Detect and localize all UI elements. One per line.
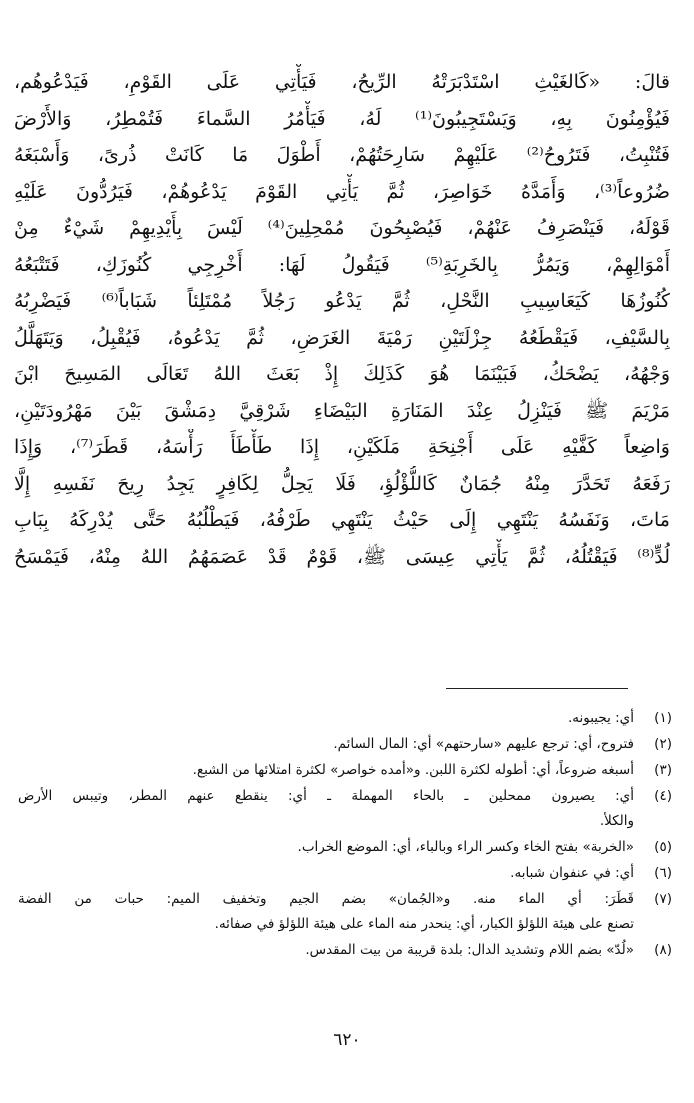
footnote-line: والكلأ. [599, 813, 634, 829]
main-text-line: قالَ: «كَالغَيْثِ اسْتَدْبَرَتْهُ الرِّيحُ، فَيَأْتِي عَلَى القَوْمِ، فَيَدْعُوهُم، [14, 71, 670, 93]
footnote-text [18, 732, 634, 757]
footnote-line: تصنع على هيئة اللؤلؤ الكبار، أي: ينحدر منه الماء على هيئة اللؤلؤ في صفائه. [214, 916, 634, 932]
footnote-line: قَطَرَ: أي الماء منه. و«الجُمان» بضم الجيم وتخفيف الميم: حبات من الفضة [18, 891, 634, 907]
footnote-text [18, 861, 634, 886]
footnote-line: أي: يجيبونه. [567, 710, 634, 726]
main-text-line: فَتُنْبِتُ، فَتَرُوحُ⁽²⁾ عَلَيْهِمْ سَارِحَتُهُمْ، أَطْوَلَ مَا كَانَتْ ذُرىً، وَأَسْبَغَهُ [14, 144, 670, 166]
footnote [18, 706, 672, 731]
footnote-text [18, 784, 634, 834]
main-text-line: وَاضِعاً كَفَّيْهِ عَلَى أَجْنِحَةِ مَلَكَيْنِ، إِذَا طَأْطَأَ رَأْسَهُ، قَطَرَ⁽⁷⁾، وَإِذَا [14, 436, 670, 458]
footnote-number: (٧) [654, 891, 672, 907]
footnote-number: (٤) [654, 788, 672, 804]
footnote-number: (٥) [654, 839, 672, 855]
footnote-line: أي: يصيرون ممحلين ـ بالحاء المهملة ـ أي: ينقطع عنهم المطر، وتيبس الأرض [18, 788, 634, 804]
footnote [18, 938, 672, 963]
footnote [18, 861, 672, 886]
main-text-line: مَرْيَمَ ﷺ فَيَنْزِلُ عِنْدَ المَنَارَةِ البَيْضَاءِ شَرْقِيَّ دِمَشْقَ بَيْنَ مَهْرُودَتَيْنِ، [14, 399, 670, 422]
footnote [18, 758, 672, 783]
main-text-block [14, 64, 670, 575]
footnote-text [18, 706, 634, 731]
footnote-line: «الخربة» بفتح الخاء وكسر الراء وبالباء، أي: الموضع الخراب. [297, 839, 634, 855]
footnote [18, 732, 672, 757]
footnote-text [18, 938, 634, 963]
main-text-line: مَاتَ، وَنَفَسُهُ يَنْتَهِي إِلَى حَيْثُ يَنْتَهِي طَرْفُهُ، فَيَطْلُبُهُ حَتَّى يُدْرِكَهُ بِبَابِ [14, 509, 670, 531]
footnote-number: (٣) [654, 762, 672, 778]
footnote-text [18, 758, 634, 783]
footnote-line: أسبغه ضروعاً، أي: أطوله لكثرة اللبن. و«أمده خواصر» لكثرة امتلائها من الشبع. [192, 762, 634, 778]
footnote [18, 887, 672, 937]
footnote-number: (١) [654, 710, 672, 726]
footnote-text [18, 835, 634, 860]
footnote [18, 784, 672, 834]
footnote-line: «لُدّ» بضم اللام وتشديد الدال: بلدة قريبة من بيت المقدس. [305, 942, 634, 958]
footnote-line: فتروح، أي: ترجع عليهم «سارحتهم» أي: المال السائم. [333, 736, 634, 752]
footnote-line: أي: في عنفوان شبابه. [510, 865, 634, 881]
footnote-number: (٨) [654, 942, 672, 958]
main-text-line: أَمْوَالِهِمْ، وَيَمُرُّ بِالخَرِبَةِ⁽⁵⁾ فَيَقُولُ لَهَا: أَخْرِجِي كُنُوزَكِ، فَتَتْبَعُهُ [14, 253, 670, 276]
main-text-line: ضُرُوعاً⁽³⁾، وَأَمَدَّهُ خَوَاصِرَ، ثُمَّ يَأْتِي القَوْمَ يَدْعُوهُمْ، فَيَرُدُّونَ عَلَيْهِ [14, 180, 670, 203]
page-number: ٦٢٠ [333, 1030, 361, 1050]
main-text-line: وَجْهُهُ، يَضْحَكُ، فَبَيْنَمَا هُوَ كَذَلِكَ إِذْ بَعَثَ اللهُ تَعَالَى المَسِيحَ ابْنَ [14, 363, 670, 385]
main-text-line: قَوْلَهُ، فَيَنْصَرِفُ عَنْهُمْ، فَيُصْبِحُونَ مُمْحِلِينَ⁽⁴⁾ لَيْسَ بِأَيْدِيهِمْ شَيْءٌ مِنْ [14, 217, 670, 239]
main-text-line: كُنُوزُهَا كَيَعَاسِيبِ النَّحْلِ، ثُمَّ يَدْعُو رَجُلاً مُمْتَلِئاً شَبَاباً⁽⁶⁾ فَيَضْرِبُهُ [14, 290, 670, 312]
footnote [18, 835, 672, 860]
main-text-line: رَفَعَهُ تَحَدَّرَ مِنْهُ جُمَانٌ كَاللُّؤْلُؤِ، فَلَا يَحِلُّ لِكَافِرٍ يَجِدُ رِيحَ نَفَسِهِ إِلَّا [14, 472, 670, 495]
footnote-separator [446, 688, 628, 689]
main-text-line: بِالسَّيْفِ، فَيَقْطَعُهُ جِزْلَتَيْنِ رَمْيَةَ الغَرَضِ، ثُمَّ يَدْعُوهُ، فَيُقْبِلُ، وَيَتَهَلَّلُ [14, 326, 670, 349]
footnote-text [18, 887, 634, 937]
main-text-line: لُدٍّ⁽⁸⁾ فَيَقْتُلُهُ، ثُمَّ يَأْتِي عِيسَى ﷺ، قَوْمٌ قَدْ عَصَمَهُمُ اللهُ مِنْهُ، فَيَمْسَحُ [14, 545, 670, 568]
footnotes [18, 706, 672, 964]
main-text-line: فَيُؤْمِنُونَ بِهِ، وَيَسْتَجِيبُونَ⁽¹⁾ لَهُ، فَيَأْمُرُ السَّماءَ فَتُمْطِرُ، وَالأَرْضَ [14, 107, 670, 130]
footnote-number: (٢) [654, 736, 672, 752]
footnote-number: (٦) [654, 865, 672, 881]
